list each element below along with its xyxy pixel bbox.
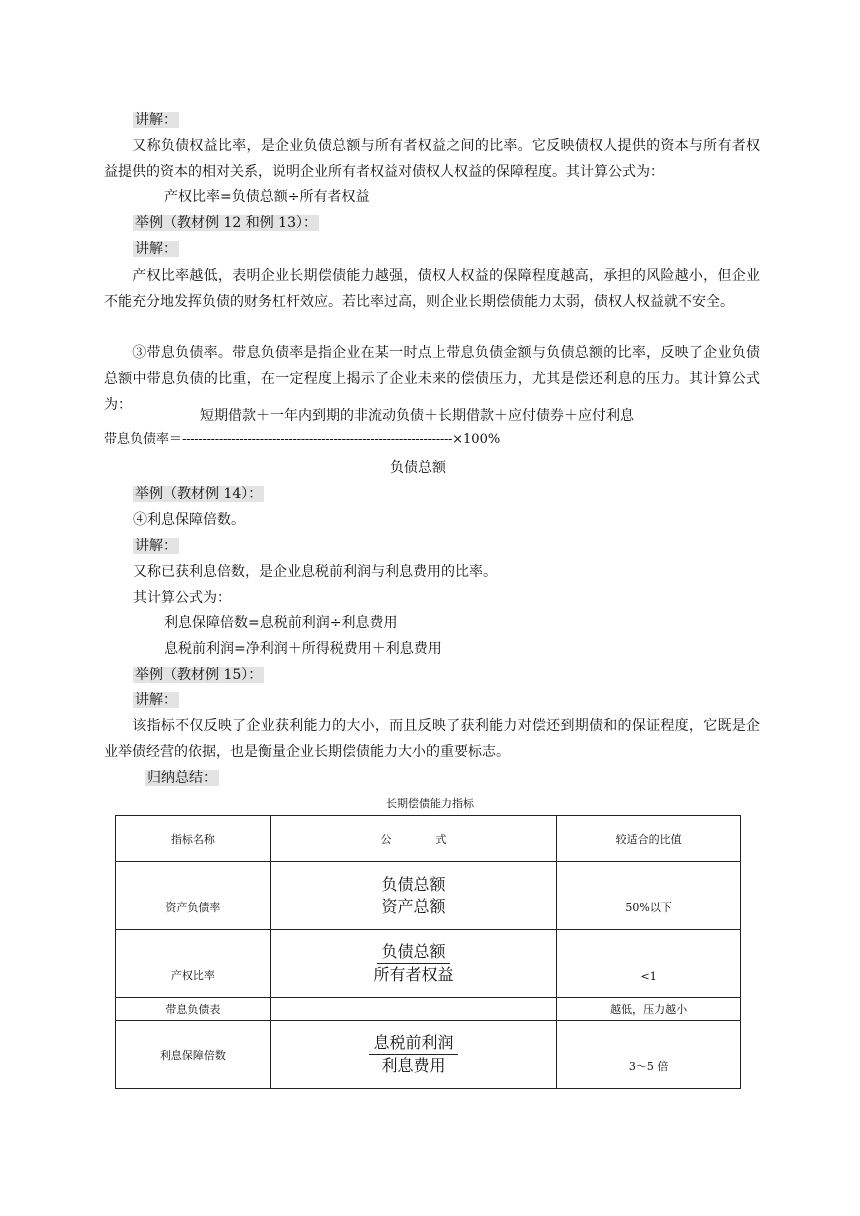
paragraph: 该指标不仅反映了企业获利能力的大小，而且反映了获利能力对偿还到期债和的保证程度，它既是企业举债经营的依据，也是衡量企业长期偿债能力大小的重要标志。 (104, 718, 760, 760)
formula-line (104, 430, 500, 450)
formula-cell (270, 998, 557, 1021)
fraction-denominator: 资产总额 (381, 896, 446, 916)
fraction-denominator: 所有者权益 (373, 965, 454, 984)
example-label: 举例（教材例 12 和例 13）： (135, 215, 317, 231)
indicator-name: 产权比率 (116, 930, 271, 998)
paragraph: 产权比率越低，表明企业长期偿债能力越强，债权人权益的保障程度越高，承担的风险越小，但企业不能充分地发挥负债的财务杠杆效应。若比率过高，则企业长期偿债能力太弱，债权人权益就不安全。 (104, 268, 760, 310)
suitable-value: <1 (557, 930, 741, 998)
formula-cell (270, 862, 557, 930)
item-heading: ④利息保障倍数。 (133, 512, 245, 528)
summary-label: 归纳总结： (147, 770, 217, 786)
table-row (116, 1021, 741, 1089)
table-caption: 长期偿债能力指标 (386, 797, 474, 810)
indicator-name: 带息负债表 (116, 998, 271, 1021)
fraction-numerator: 息税前利润 (369, 1032, 457, 1055)
paragraph: 又称负债权益比率，是企业负债总额与所有者权益之间的比率。它反映债权人提供的资本与所有者权益提供的资本的相对关系，说明企业所有者权益对债权人权益的保障程度。其计算公式为： (104, 138, 760, 180)
paragraph: 又称已获利息倍数，是企业息税前利润与利息费用的比率。 (133, 564, 497, 580)
section-label: 讲解： (135, 241, 177, 257)
header-suitable-ratio: 较适合的比值 (557, 816, 741, 862)
table-row (116, 930, 741, 998)
section-label: 讲解： (135, 112, 177, 128)
fraction-denominator: 利息费用 (381, 1056, 446, 1075)
paragraph: 其计算公式为： (133, 590, 231, 606)
table-row (116, 998, 741, 1021)
formula-ebit: 息税前利润=净利润＋所得税费用＋利息费用 (164, 641, 442, 657)
formula-cell (270, 1021, 557, 1089)
header-indicator-name: 指标名称 (116, 816, 271, 862)
suitable-value: 越低，压力越小 (557, 998, 741, 1021)
example-label: 举例（教材例 14）： (135, 486, 263, 502)
fraction-numerator: 负债总额 (377, 941, 449, 964)
fraction (377, 874, 449, 918)
formula-rhs: ×100% (452, 432, 501, 447)
formula-cell (270, 930, 557, 998)
formula-interest-coverage: 利息保障倍数=息税前利润÷利息费用 (164, 615, 398, 631)
indicator-name: 资产负债率 (116, 862, 271, 930)
fraction (369, 941, 457, 986)
formula-numerator: 短期借款＋一年内到期的非流动负债＋长期借款＋应付债券＋应付利息 (200, 408, 634, 424)
formula-lhs: 带息负债率＝ (104, 432, 183, 447)
formula-equity-ratio: 产权比率=负债总额÷所有者权益 (164, 189, 370, 205)
paragraph: ③带息负债率。带息负债率是指企业在某一时点上带息负债金额与负债总额的比率，反映了企业负债总额中带息负债的比重，在一定程度上揭示了企业未来的偿债压力，尤其是偿还利息的压力。其计算公式为： (104, 345, 760, 413)
fraction-numerator: 负债总额 (381, 874, 446, 894)
table-header-row (116, 816, 741, 862)
formula-denominator: 负债总额 (390, 460, 446, 476)
suitable-value: 3～5 倍 (557, 1021, 741, 1089)
example-label: 举例（教材例 15）： (135, 667, 263, 683)
long-term-solvency-table (115, 815, 741, 1089)
fraction (369, 1032, 457, 1077)
suitable-value: 50%以下 (557, 862, 741, 930)
table-row (116, 862, 741, 930)
indicator-name: 利息保障倍数 (116, 1021, 271, 1089)
header-formula: 公 式 (270, 816, 557, 862)
section-label: 讲解： (135, 538, 177, 554)
section-label: 讲解： (135, 692, 177, 708)
formula-dashes: ------------------------------------------------------------------ (182, 432, 453, 447)
